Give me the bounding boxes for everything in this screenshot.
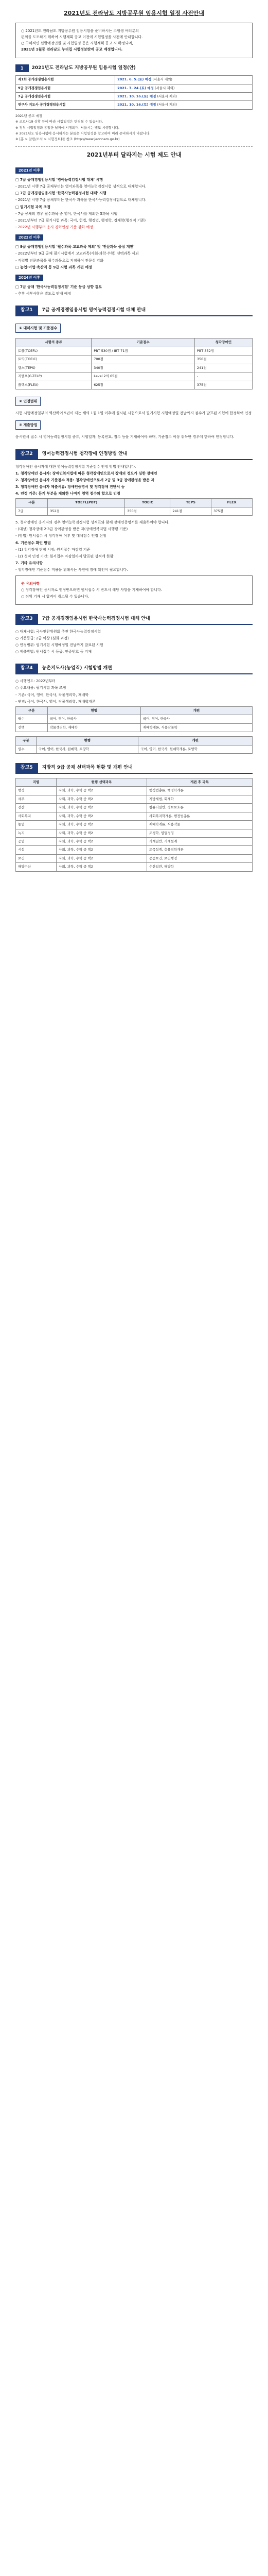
- table-row: [16, 804, 253, 812]
- ref5-num: 참고5: [15, 763, 38, 773]
- ref1-b-text: 시험 시행예정일부터 역산하여 5년이 되는 해의 1월 1일 이후에 실시된 시험으로서 필기시험 시행예정일 전날까지 점수가 발표된 시험에 한정하여 인정: [15, 411, 252, 416]
- intro-line: 2021년 1월중 전라남도 누리집 시험정보란에 공고 예정입니다.: [21, 47, 123, 52]
- sec2-chip-2022: 2022년 이후: [15, 234, 43, 241]
- sec2-line: - 2022년부터 9급 공채 필기시험에서 고교과목(사회·과학·수학) 선택과목 제외: [15, 251, 139, 256]
- cell: 사회, 과학, 수학 중 택2: [57, 846, 147, 854]
- warning-title: ※ 유의사항: [21, 582, 40, 586]
- cell: Level 2의 65점: [92, 372, 195, 381]
- ref3-line: ○ 인정범위: 필기시험 시행예정일 전날까지 발표된 시험: [15, 642, 103, 647]
- ref2-header: [15, 449, 253, 460]
- ref2-extra: - 청각장애인 기준점수 적용을 위해서는 사전에 장애 확인이 필요합니다.: [15, 568, 128, 572]
- ref5-title: 지방직 9급 공채 선택과목 현황 및 개편 안내: [42, 765, 133, 770]
- ref4-line: - 기존: 국어, 영어, 한국사, 작물생리학, 재배학: [15, 692, 89, 697]
- cell: 7급: [16, 507, 48, 515]
- sec2-chip-2021: 2021년 이후: [15, 167, 43, 174]
- cell: 농업: [16, 821, 57, 829]
- col-header: 현행: [47, 706, 140, 715]
- table-row: [16, 372, 253, 381]
- cell: 행정: [16, 787, 57, 795]
- col-header: 직렬: [16, 778, 57, 787]
- sec2-line: - 추후 세부사항은 별도로 안내 예정: [15, 292, 72, 296]
- doc-title: 2021년도 전라남도 지방공무원 임용시험 일정 사전안내: [64, 10, 204, 16]
- cell: 세무: [16, 795, 57, 803]
- cell: 사회, 과학, 수학 중 택2: [57, 837, 147, 845]
- table-row: [16, 364, 253, 372]
- sec2-line: - 2021년부터 7급 필기시험 과목: 국어, 헌법, 행정법, 행정학, 경제학(행정직 기준): [15, 218, 146, 223]
- cell: 해양수산: [16, 863, 57, 871]
- schedule-table: [15, 75, 253, 110]
- col-header: 구분: [16, 706, 48, 715]
- cell: 필수: [16, 745, 37, 753]
- cell: 625점: [92, 381, 195, 389]
- intro-line: 편의를 도모하기 위하여 시행계획 공고 이전에 시험일정을 사전에 안내합니다.: [21, 35, 143, 40]
- col-header: 구분: [16, 499, 48, 507]
- ref2-title: 영어능력검정시험 청각장애 인정방법 안내: [42, 451, 128, 456]
- sched-name: 7급 공개경쟁임용시험: [16, 92, 115, 100]
- ref2-extra: - (대상) 청각장애 2·3급 장애판정을 받은 자(장애인복지법 시행령 기준): [15, 527, 128, 532]
- ref5-table: [15, 778, 253, 872]
- cell: 사회, 과학, 수학 중 택2: [57, 795, 147, 803]
- col-header: TOEFL(PBT): [48, 499, 125, 507]
- ref1-c-text: 응시원서 접수 시 영어능력검정시험 종류, 시험일자, 등록번호, 점수 등을 기재하여야 하며, 기준점수 이상 취득한 경우에 한하여 인정합니다.: [15, 435, 235, 439]
- cell: 토익(TOEIC): [16, 355, 92, 364]
- table-header-row: [16, 338, 253, 347]
- schedule-side-note: 2021년 공고 예정: [15, 113, 43, 118]
- cell: 350점: [125, 507, 170, 515]
- sec2-line: □ 9급 공개경쟁임용시험 '필수과목 고교과목 제외' 및 '전문과목 중심 개편': [15, 245, 135, 249]
- sched-date: 2021. 7. 24.(토) 예정 (서울시 제외): [115, 84, 253, 92]
- sched-name: 연구사 지도사 공개경쟁임용시험: [16, 101, 115, 109]
- ref4-line: - 변경: 국어, 한국사, 영어, 작물생리학, 재배학개론: [15, 699, 96, 704]
- cell: 350점: [194, 355, 252, 364]
- ref2-extra: 6. 기준점수 확인 방법: [15, 540, 51, 545]
- ref3-line: ○ 제출방법: 원서접수 시 등급, 인증번호 등 기재: [15, 650, 92, 654]
- ref3-title: 7급 공개경쟁임용시험 한국사능력검정시험 대체 안내: [42, 616, 150, 621]
- col-header: 개편: [138, 737, 253, 745]
- cell: 수산일반, 해양학: [147, 863, 252, 871]
- ref2-item: 1. 청각장애인 응시자: 장애인복지법에 따른 청각장애인으로서 장애의 정도가 심한 장애인: [15, 471, 157, 476]
- sec2-2022-block: [15, 244, 253, 270]
- sec2-line: - 2022년 시행부터 응시 경력인정 기준 강화 예정: [15, 225, 93, 229]
- table-header-row: [16, 706, 253, 715]
- sec2-line: - 2021년 시행 7급 공채부터는 영어과목을 영어능력검정시험 성적으로 대체합니다.: [15, 184, 147, 189]
- ref4-title: 농촌지도사(농업직) 시험방법 개편: [42, 666, 112, 671]
- table-row: [16, 854, 253, 862]
- col-header: 구분: [16, 737, 37, 745]
- ref2-item: 3. 청각장애인 응시자 제출서류: 장애인증명서 및 청각장애 진단서 등: [15, 484, 125, 489]
- cell: 사회, 과학, 수학 중 택2: [57, 812, 147, 820]
- ref5-header: [15, 763, 253, 774]
- cell: 컴퓨터일반, 정보보호론: [147, 804, 252, 812]
- cell: 사회복지학개론, 행정법총론: [147, 812, 252, 820]
- sec2-line: □ 농업·어업·축산직 등 9급 시험 과목 개편 예정: [15, 265, 92, 269]
- col-header: 기준점수: [92, 338, 195, 347]
- cell: 지방세법, 회계학: [147, 795, 252, 803]
- table-row: [16, 812, 253, 820]
- cell: 사회, 과학, 수학 중 택2: [57, 829, 147, 837]
- table-row: [16, 347, 253, 355]
- ref4-table: [15, 706, 253, 732]
- cell: 행정법총론, 행정학개론: [147, 787, 252, 795]
- table-row: [16, 507, 253, 515]
- cell: 사회, 과학, 수학 중 택2: [57, 821, 147, 829]
- table-row: [16, 355, 253, 364]
- table-row: [16, 821, 253, 829]
- ref1-num: 참고1: [15, 306, 38, 315]
- sec2-line: □ 필기시험 과목 조정: [15, 205, 51, 209]
- ref2-intro: 청각장애인 응시자에 대한 영어능력검정시험 기준점수 인정 방법 안내입니다.: [15, 464, 136, 469]
- cell: 사회, 과학, 수학 중 택2: [57, 854, 147, 862]
- ref1-label-a: ① 대체시험 및 기준점수: [15, 324, 61, 333]
- cell: PBT 352점: [194, 347, 252, 355]
- cell: 사회복지: [16, 812, 57, 820]
- warning-line: ○ 청각장애인 응시자로 인정받으려면 원서접수 시 반드시 해당 사항을 기재하여야 합니다.: [21, 588, 163, 592]
- cell: 국어, 영어, 한국사: [47, 715, 140, 723]
- english-score-table: [15, 338, 253, 389]
- sec2-line: - 7급 공채의 경우 필수과목 중 영어, 한국사를 제외한 5과목 시행: [15, 211, 118, 216]
- cell: 조경학, 임업경영: [147, 829, 252, 837]
- col-header: 개편: [140, 706, 252, 715]
- cell: 재배학개론, 식용작물: [147, 821, 252, 829]
- table-row: [16, 715, 253, 723]
- sched-date: 2021. 6. 5.(토) 예정 (서울시 제외): [115, 76, 253, 84]
- cell: 작물생리학, 재배학: [47, 723, 140, 732]
- ref2-extra: 5. 청각장애인 응시자의 경우 영어능력검정시험 성적표와 함께 장애인증명서를 제출하여야 합니다.: [15, 520, 170, 525]
- col-header: TEPS: [170, 499, 211, 507]
- ref2-num: 참고2: [15, 449, 38, 459]
- cell: 사회, 과학, 수학 중 택2: [57, 787, 147, 795]
- cell: 공중보건, 보건행정: [147, 854, 252, 862]
- table-header-row: [16, 778, 253, 787]
- sec1-note: ※ 2021년도 임용시험에 응시하시는 분들은 시험일정을 참고하여 미리 준비하시기 바랍니다.: [15, 131, 151, 136]
- ref3-header: [15, 614, 253, 625]
- cell: 375점: [194, 381, 252, 389]
- col-header: 시험의 종류: [16, 338, 92, 347]
- table-row: [16, 745, 253, 753]
- sec2-line: - 2021년 시행 7급 공채부터는 한국사 과목을 한국사능력검정시험으로 대체합니다.: [15, 198, 147, 202]
- cell: 사회, 과학, 수학 중 택2: [57, 863, 147, 871]
- sec2-line: - 직렬별 전문과목을 필수과목으로 지정하여 전문성 강화: [15, 258, 104, 263]
- table-row: [16, 837, 253, 845]
- sec2-chip-2024: 2024년 이후: [15, 275, 43, 281]
- sec2-line: □ 7급 공개경쟁임용시험 '한국사능력검정시험 대체' 시행: [15, 191, 106, 196]
- col-header: 현행: [36, 737, 138, 745]
- cell: 700점: [92, 355, 195, 364]
- section1-header: [15, 64, 253, 73]
- ref2-item: 4. 인정 기준: 듣기 부분을 제외한 나머지 영역 점수의 합으로 인정: [15, 492, 120, 496]
- cell: 241점: [194, 364, 252, 372]
- divider: [15, 146, 253, 147]
- sched-date: 2021. 10. 16.(토) 예정 (서울시 제외): [115, 92, 253, 100]
- cell: 기계일반, 기계설계: [147, 837, 252, 845]
- cell: 보건: [16, 854, 57, 862]
- table-row: [16, 795, 253, 803]
- col-header: FLEX: [211, 499, 253, 507]
- cell: 토목설계, 응용역학개론: [147, 846, 252, 854]
- cell: 토플(TOEFL): [16, 347, 92, 355]
- sec1-link[interactable]: ※ [홈 > 알림/소식 > 시험정보]를 참조 (http://www.jeonnam.go.kr): [15, 137, 120, 142]
- ref4-num: 참고4: [15, 664, 38, 673]
- cell: 시설: [16, 846, 57, 854]
- cell: PBT 530점 / IBT 71점: [92, 347, 195, 355]
- sec2-2024-block: [15, 284, 253, 296]
- sec1-note: ※ 정부 시험일정과 동일한 날짜에 시행되며, 서울시는 별도 시행합니다.: [15, 125, 119, 130]
- sec2-title: 2021년부터 달라지는 시험 제도 안내: [86, 151, 182, 158]
- section1-chip: 1: [15, 64, 29, 73]
- ref1-header: [15, 306, 253, 316]
- col-header: 청각장애인: [194, 338, 252, 347]
- ref3-line: ○ 대체시험: 국사편찬위원회 주관 한국사능력검정시험: [15, 629, 101, 634]
- table-row: [16, 863, 253, 871]
- table-row: [16, 84, 253, 92]
- cell: 352점: [48, 507, 125, 515]
- intro-box: [15, 23, 253, 58]
- cell: 241점: [170, 507, 211, 515]
- table-row: [16, 829, 253, 837]
- table-row: [16, 787, 253, 795]
- intro-line: ○ 2021년도 전라남도 지방공무원 임용시험을 준비하시는 수험생 여러분의: [21, 28, 139, 33]
- ref3-line: ○ 기준등급: 2급 이상 (심화 과정): [15, 636, 69, 640]
- cell: 전산: [16, 804, 57, 812]
- table-row: [16, 381, 253, 389]
- cell: 국어, 영어, 한국사, 원예학개론, 토양학: [138, 745, 253, 753]
- cell: 플렉스(FLEX): [16, 381, 92, 389]
- ref1-label-b: ② 인정범위: [15, 397, 41, 406]
- table-row: [16, 92, 253, 100]
- ref1-label-c: ③ 제출방법: [15, 420, 41, 430]
- ref2-extra: - (1) 청각장애 판정 시점: 원서접수 마감일 기준: [15, 547, 91, 552]
- cell: 필수: [16, 715, 48, 723]
- ref2-warning-box: [15, 575, 253, 604]
- deaf-score-table: [15, 498, 253, 516]
- sched-name: 9급 공개경쟁임용시험: [16, 84, 115, 92]
- cell: 340점: [92, 364, 195, 372]
- col-header: TOEIC: [125, 499, 170, 507]
- table-row: [16, 846, 253, 854]
- ref1-title: 7급 공개경쟁임용시험 영어능력검정시험 대체 안내: [42, 308, 146, 313]
- cell: 텝스(TEPS): [16, 364, 92, 372]
- table-header-row: [16, 499, 253, 507]
- cell: 국어, 영어, 한국사, 원예학, 토양학: [36, 745, 138, 753]
- ref2-extra: 7. 기타 유의사항: [15, 561, 43, 565]
- warning-line: ○ 허위 기재 시 합격이 취소될 수 있습니다.: [21, 594, 90, 599]
- cell: 사회, 과학, 수학 중 택2: [57, 804, 147, 812]
- col-header: 개편 후 과목: [147, 778, 252, 787]
- table-row: [16, 101, 253, 109]
- ref4-table-2: [15, 736, 253, 754]
- sec2-line: □ 7급 공개경쟁임용시험 '영어능력검정시험 대체' 시행: [15, 177, 103, 182]
- ref4-line: ○ 주요내용: 필기시험 과목 조정: [15, 686, 66, 690]
- table-row: [16, 723, 253, 732]
- ref2-item: 2. 청각장애인 응시자 기준점수 적용: 청각장애인으로서 2급 및 3급 장애판정을 받은 자: [15, 478, 155, 482]
- ref2-extra: - (방법) 원서접수 시 청각장애 여부 및 대체점수 인정 신청: [15, 534, 106, 538]
- table-row: [16, 76, 253, 84]
- cell: 375점: [211, 507, 253, 515]
- intro-line: ○ 구체적인 선발예정인원 및 시험일정 등은 시행계획 공고 시 확정되며,: [21, 41, 133, 46]
- ref3-num: 참고3: [15, 614, 38, 624]
- cell: 공업: [16, 837, 57, 845]
- cell: 선택: [16, 723, 48, 732]
- col-header: 현행 선택과목: [57, 778, 147, 787]
- section1-title: 2021년도 전라남도 지방공무원 임용시험 일정(안): [31, 65, 136, 71]
- sec2-2021-block: [15, 177, 253, 230]
- sec1-note: ※ 코로나19 상황 등에 따라 시험일정은 변경될 수 있습니다.: [15, 120, 103, 124]
- cell: -: [194, 372, 252, 381]
- ref4-header: [15, 664, 253, 674]
- cell: 녹지: [16, 829, 57, 837]
- sched-date: 2021. 10. 16.(토) 예정 (서울시 제외): [115, 101, 253, 109]
- sec2-line: □ 7급 공채 '한국사능력검정시험' 기준 등급 상향 검토: [15, 284, 102, 289]
- cell: 국어, 영어, 한국사: [140, 715, 252, 723]
- cell: 지텔프(G-TELP): [16, 372, 92, 381]
- table-header-row: [16, 737, 253, 745]
- cell: 재배학개론, 식용작물학: [140, 723, 252, 732]
- ref4-line: ○ 시행연도: 2022년부터: [15, 679, 56, 684]
- sched-name: 제1회 공개경쟁임용시험: [16, 76, 115, 84]
- ref2-extra: - (2) 성적 인정 기간: 원서접수 마감일까지 발표된 성적에 한함: [15, 554, 114, 558]
